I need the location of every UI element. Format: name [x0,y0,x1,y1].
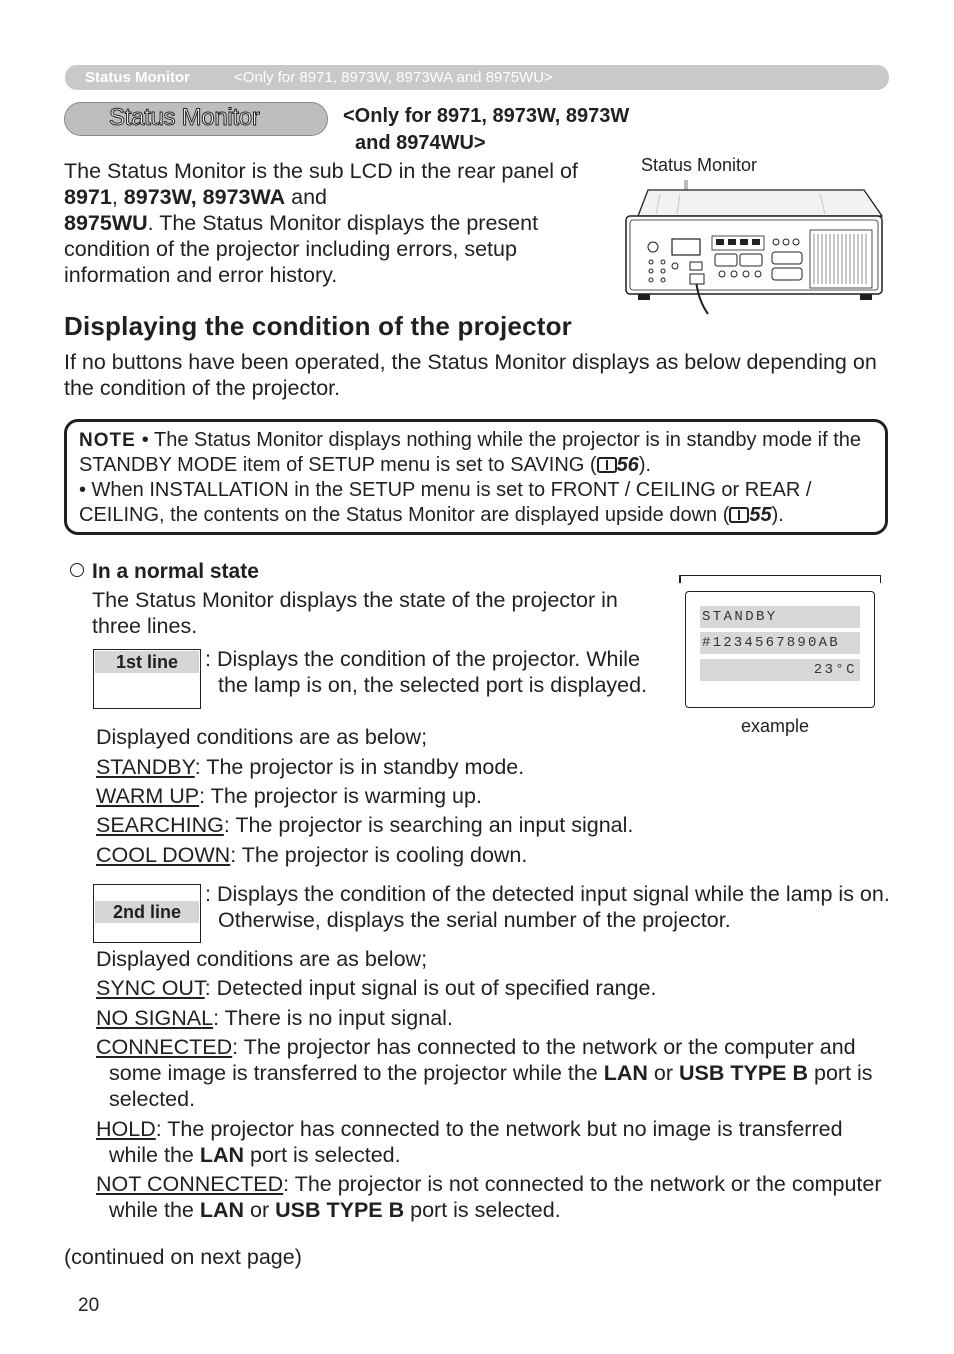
condition-desc: : The projector is warming up. [199,784,482,808]
section-pill-label: Status Monitor [109,104,260,131]
projector-rear-illustration [620,176,888,316]
lcd-right-tick [880,575,882,583]
port-lan: LAN [199,1198,245,1222]
second-line-label-text: 2nd line [95,901,199,923]
second-line-conditions-intro: Displayed conditions are as below; [96,947,428,971]
header-bar [65,65,889,90]
lcd-example-caption: example [741,716,810,736]
condition-desc: : The projector is not connected to the network or the computer while the [109,1172,882,1222]
note-text-1: • The Status Monitor displays nothing while the projector is in standby mode if the STANDBY MODE item of SETUP menu is set to SAVING ( [79,429,862,476]
note-box [64,419,888,535]
note-ref-1[interactable]: 56 [616,454,639,476]
condition-sync-out [96,975,657,1001]
first-line-conditions-intro: Displayed conditions are as below; [96,725,428,749]
condition-desc: : The projector is searching an input signal. [223,813,634,837]
circle-bullet-icon [70,563,84,577]
condition-term: SEARCHING [96,813,224,837]
condition-or: or [647,1061,679,1085]
condition-desc-end: port is selected. [109,1061,873,1111]
condition-cool-down [96,842,527,868]
lcd-row-2: #1234567890AB [700,632,860,654]
condition-term: CONNECTED [96,1035,233,1059]
condition-or: or [244,1198,276,1222]
lcd-left-tick [679,575,681,583]
note-text-2-end: ). [771,504,784,526]
normal-state-title [70,560,259,584]
first-line-desc: : Displays the condition of the projector. While the lamp is on, the selected port is displayed. [205,647,648,697]
condition-term: SYNC OUT [96,976,205,1000]
condition-not-connected [96,1171,891,1223]
condition-desc: : The projector has connected to the network but no image is transferred while the [109,1117,843,1167]
first-line-label-text: 1st line [95,651,199,673]
condition-term: COOL DOWN [96,843,231,867]
model-note-line1: <Only for 8971, 8973W, 8973W [343,105,630,127]
condition-desc-end: port is selected. [244,1143,401,1167]
figure-caption: Status Monitor [641,155,758,175]
page-heading: Displaying the condition of the projector [64,311,572,341]
lcd-screen [685,591,875,708]
port-lan: LAN [603,1061,648,1085]
header-note: <Only for 8971, 8973W, 8973WA and 8975WU> [234,69,553,86]
lcd-example [679,575,881,709]
condition-term: WARM UP [96,784,200,808]
condition-warm-up [96,783,482,809]
port-usb-type-b: USB TYPE B [679,1061,809,1085]
port-lan: LAN [199,1143,245,1167]
condition-desc: : Detected input signal is out of specified range. [204,976,657,1000]
first-line-label [93,649,201,709]
note-text-2: • When INSTALLATION in the SETUP menu is set to FRONT / CEILING or REAR / CEILING, the contents on the Status Monitor are displayed upside down ( [79,479,812,526]
header-title: Status Monitor [85,69,190,86]
condition-term: HOLD [96,1117,156,1141]
intro-paragraph [64,158,604,288]
lcd-row-1: STANDBY [700,606,860,628]
condition-connected [96,1034,891,1112]
continued-note: (continued on next page) [64,1245,302,1269]
port-usb-type-b: USB TYPE B [275,1198,405,1222]
page-number: 20 [78,1295,100,1316]
condition-desc: : The projector is in standby mode. [194,755,525,779]
model-note-line2: and 8974WU> [355,132,486,154]
model-8973: 8973W, 8973WA [123,185,286,209]
section-pill [64,102,328,136]
book-icon [597,457,617,473]
normal-state-desc: The Status Monitor displays the state of the projector in three lines. [92,588,618,638]
condition-term: STANDBY [96,755,195,779]
condition-desc: : The projector has connected to the network or the computer and some image is transferred to the projector while the [109,1035,856,1085]
condition-desc: : The projector is cooling down. [230,843,528,867]
model-8971: 8971 [64,185,112,209]
note-ref-2[interactable]: 55 [749,504,772,526]
second-line-label [93,884,201,943]
condition-searching [96,812,633,838]
lead-paragraph: If no buttons have been operated, the Status Monitor displays as below depending on the condition of the projector. [64,350,877,400]
model-note [343,103,629,157]
lcd-row-3: 23°C [700,659,860,681]
lcd-top-rule [679,575,881,576]
condition-desc-end: port is selected. [404,1198,561,1222]
book-icon [729,507,749,523]
condition-standby [96,754,524,780]
model-8975wu: 8975WU [64,211,148,235]
normal-state-title-text: In a normal state [92,560,259,583]
note-tag: NOTE [79,430,136,451]
condition-desc: : There is no input signal. [213,1006,453,1030]
note-text-1-end: ). [638,454,652,476]
intro-text-1: The Status Monitor is the sub LCD in the rear panel of [64,159,578,183]
condition-term: NO SIGNAL [96,1006,214,1030]
intro-text-2: . The Status Monitor displays the present condition of the projector including errors, setup information and error history. [64,211,539,287]
intro-sep: , [111,185,124,209]
intro-and: and [285,185,328,209]
condition-no-signal [96,1005,453,1031]
condition-term: NOT CONNECTED [96,1172,284,1196]
condition-hold [96,1116,891,1168]
second-line-desc: : Displays the condition of the detected input signal while the lamp is on. Otherwise, displays the serial number of the projector. [205,882,890,932]
